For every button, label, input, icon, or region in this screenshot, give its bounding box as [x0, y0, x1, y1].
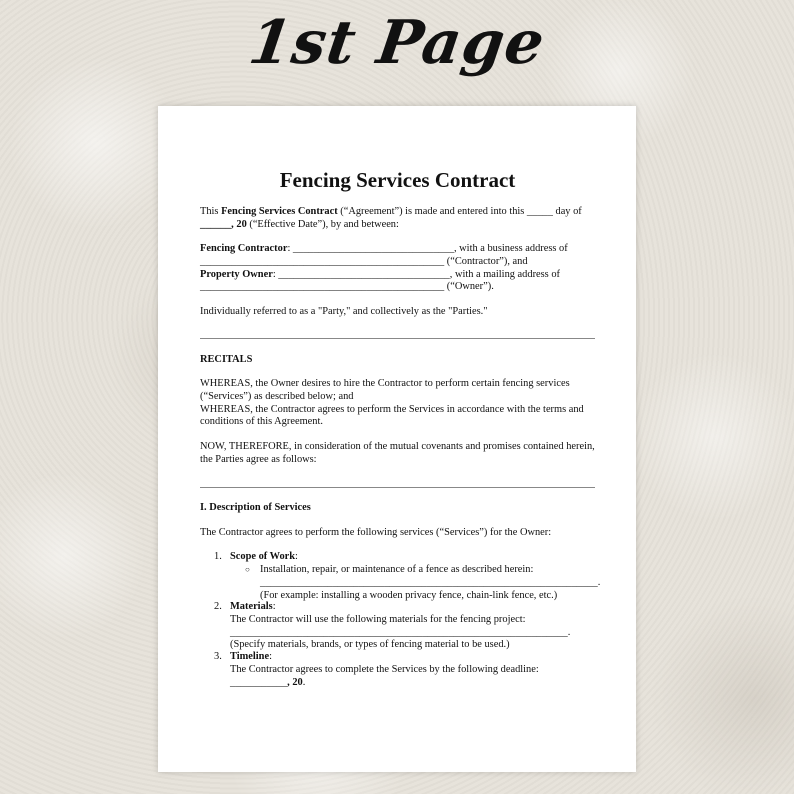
materials-text: The Contractor will use the following materials for the fencing project: — [230, 613, 526, 625]
list-item-body: Scope of Work: — [230, 551, 298, 562]
scope-example: (For example: installing a wooden privacy fence, chain-link fence, etc.) — [260, 589, 558, 601]
intro-text-start: This — [200, 206, 222, 217]
now-therefore-paragraph: NOW, THEREFORE, in consideration of the mutual covenants and promises contained herein, the Parties agree as follows: — [200, 441, 595, 465]
materials-blank-line: _________________________________________________________________. — [230, 626, 571, 638]
owner-label: Property Owner — [200, 268, 273, 280]
scope-sub-item — [260, 564, 601, 602]
document-title: Fencing Services Contract — [279, 168, 516, 192]
whereas-clause-2: WHEREAS, the Contractor agrees to perform the Services in accordance with the terms and conditions of this Agreement. — [200, 403, 584, 428]
list-item-body: Materials: The Contractor will use the following materials for the fencing project: _________________________________________________________________. (Specify materials, brands, or types of fencing material to be used.) — [230, 601, 571, 651]
divider — [200, 338, 595, 339]
contractor-line-2: _______________________________________________ (“Contractor”), and — [200, 255, 528, 267]
section-1-intro: The Contractor agrees to perform the following services (“Services”) for the Owner: — [200, 527, 552, 538]
recitals-whereas — [200, 378, 595, 429]
timeline-period: . — [302, 676, 306, 688]
list-number: 3. — [214, 651, 222, 662]
divider — [200, 487, 595, 488]
hollow-bullet-icon: ○ — [245, 565, 250, 574]
materials-label: Materials — [230, 601, 273, 612]
list-number: 1. — [214, 551, 222, 562]
owner-line-2: _______________________________________________ (“Owner”). — [200, 281, 494, 293]
list-item-body: Timeline: The Contractor agrees to complete the Services by the following deadline: ___________, 20. — [230, 651, 539, 688]
contractor-label: Fencing Contractor — [200, 243, 288, 254]
materials-example: (Specify materials, brands, or types of fencing material to be used.) — [230, 639, 510, 651]
page-banner-title: 1st Page — [244, 8, 550, 78]
section-1-heading: I. Description of Services — [200, 502, 311, 513]
timeline-blank: ___________ — [230, 676, 288, 688]
timeline-year: , 20 — [287, 676, 303, 688]
owner-line-1: : _________________________________, with a mailing address of — [272, 268, 560, 280]
contractor-paragraph — [200, 243, 595, 294]
timeline-label: Timeline — [230, 651, 270, 662]
intro-contract-name: Fencing Services Contract — [221, 206, 338, 217]
timeline-text: The Contractor agrees to complete the Services by the following deadline: — [230, 663, 539, 675]
parties-paragraph: Individually referred to as a "Party," and collectively as the "Parties." — [200, 306, 488, 317]
document-page — [158, 106, 636, 772]
scope-description: Installation, repair, or maintenance of a fence as described herein: — [260, 564, 534, 575]
intro-date-blank: ______, 20 — [200, 218, 247, 230]
scope-blank-line: _________________________________________________________________. — [260, 576, 601, 588]
intro-text-end: (“Effective Date”), by and between: — [246, 218, 399, 230]
scope-of-work-label: Scope of Work — [230, 551, 296, 562]
list-number: 2. — [214, 601, 222, 612]
intro-paragraph — [200, 206, 595, 232]
contractor-line-1: : _______________________________, with a business address of — [287, 243, 568, 254]
whereas-clause-1: WHEREAS, the Owner desires to hire the Contractor to perform certain fencing services (“Services”) as described below; and — [200, 378, 570, 402]
recitals-heading: RECITALS — [200, 354, 253, 365]
intro-text-middle: (“Agreement”) is made and entered into this _____ day of — [337, 206, 582, 217]
